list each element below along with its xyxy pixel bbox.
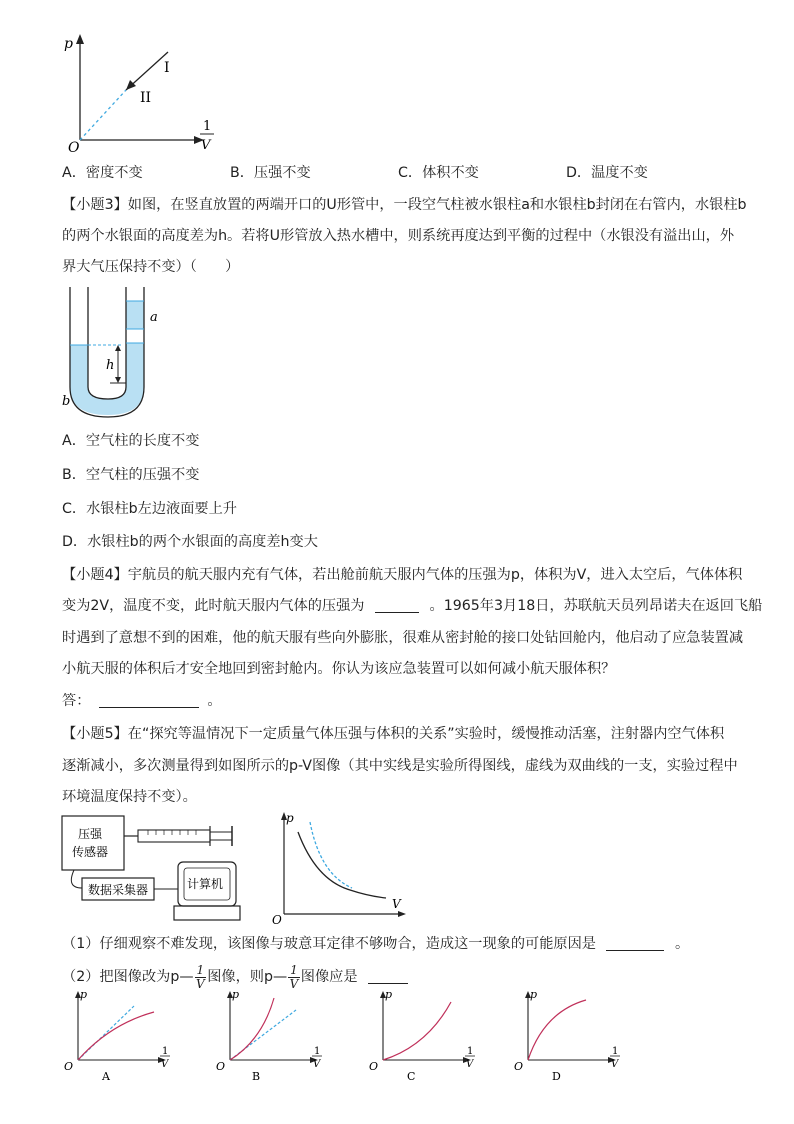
q2-label-1: I [164, 60, 170, 76]
svg-text:O: O [514, 1060, 524, 1073]
q5-stem-line2: 逐渐减小，多次测量得到如图所示的p-V图像（其中实线是实验所得图线，虚线为双曲线的一支，实验过程中 [62, 758, 738, 774]
q3-u-tube-figure [60, 285, 160, 420]
svg-text:1: 1 [314, 1046, 321, 1057]
q3-stem-line3: 界大气压保持不变）（ ） [62, 259, 240, 275]
choice-graph-b [216, 988, 322, 1083]
q4-stem-line2b: 。1965年3月18日，苏联航天员列昂诺夫在返回飞船 [429, 598, 763, 614]
svg-text:V: V [313, 1059, 321, 1070]
q2-option-d[interactable]: D．温度不变 [566, 165, 648, 181]
q5-apparatus-figure [60, 812, 250, 924]
q2-option-a[interactable]: A．密度不变 [62, 165, 143, 181]
pv-axis-x: V [392, 897, 401, 911]
choice-graph-a [64, 988, 170, 1083]
q5-stem-line3: 环境温度保持不变）。 [62, 789, 197, 805]
svg-text:p: p [232, 988, 240, 1001]
pv-axis-y: p [286, 811, 294, 825]
choice-c-label: C [407, 1070, 416, 1083]
q2-option-c[interactable]: C．体积不变 [398, 165, 479, 181]
q5-sub1-end: 。 [675, 936, 690, 952]
q4-answer-end: 。 [207, 693, 222, 709]
q4-answer-blank[interactable] [99, 693, 199, 708]
q3-fig-b: b [62, 394, 71, 409]
svg-text:V: V [161, 1059, 169, 1070]
q5-sub2-frac1: $\frac{1}{V}$ [196, 962, 205, 991]
q3-stem-line1: 【小题3】如图，在竖直放置的两端开口的U形管中，一段空气柱被水银柱a和水银柱b封闭在右管内，水银柱b [62, 197, 747, 213]
apparatus-sensor-line2: 传感器 [72, 845, 109, 859]
q3-option-a[interactable]: A．空气柱的长度不变 [62, 433, 200, 449]
q5-pv-graph [268, 808, 413, 928]
q5-sub2-text-c: 图像应是 [300, 969, 358, 985]
q5-sub1-blank[interactable] [606, 936, 664, 951]
svg-text:O: O [64, 1060, 74, 1073]
q4-stem-line3: 时遇到了意想不到的困难，他的航天服有些向外膨胀，很难从密封舱的接口处钻回舱内，他启动了应急装置减 [62, 630, 744, 646]
q2-axis-x-den: V [201, 138, 211, 153]
q3-fig-h: h [106, 358, 115, 373]
q2-label-2: II [140, 90, 152, 106]
pv-origin: O [272, 913, 282, 927]
q5-sub1 [62, 934, 689, 954]
q2-graph [60, 30, 230, 160]
choice-b-label: B [252, 1070, 261, 1083]
q5-stem-line1: 【小题5】在“探究等温情况下一定质量气体压强与体积的关系”实验时，缓慢推动活塞，注射器内空气体积 [62, 726, 725, 742]
q4-answer-label: 答： [62, 693, 91, 709]
q3-option-c[interactable]: C．水银柱b左边液面要上升 [62, 501, 237, 517]
q5-choice-graphs[interactable] [60, 988, 640, 1084]
svg-text:p: p [80, 988, 88, 1001]
q3-option-b[interactable]: B．空气柱的压强不变 [62, 467, 200, 483]
choice-d-label: D [552, 1070, 561, 1083]
choice-a-label: A [102, 1070, 110, 1083]
q5-sub2-blank[interactable] [368, 969, 408, 984]
q4-stem-line2 [62, 596, 762, 616]
apparatus-computer: 计算机 [187, 877, 224, 891]
q4-blank-pressure[interactable] [375, 598, 419, 613]
q2-option-b[interactable]: B．压强不变 [230, 165, 311, 181]
q3-stem-line2: 的两个水银面的高度差为h。若将U形管放入热水槽中，则系统再度达到平衡的过程中（水银没有溢出山，外 [62, 228, 735, 244]
svg-text:O: O [369, 1060, 379, 1073]
q4-stem-line1: 【小题4】宇航员的航天服内充有气体，若出舱前航天服内气体的压强为p，体积为V，进入太空后，气体体积 [62, 567, 743, 583]
q5-sub2-text-a: （2）把图像改为p— [62, 969, 194, 985]
svg-text:p: p [530, 988, 538, 1001]
svg-text:1: 1 [612, 1046, 619, 1057]
apparatus-sensor-line1: 压强 [78, 827, 103, 841]
q5-sub2-text-b: 图像，则p— [207, 969, 288, 985]
svg-text:V: V [466, 1059, 474, 1070]
q5-sub2-frac2: $\frac{1}{V}$ [289, 962, 299, 991]
choice-graph-c [369, 988, 475, 1083]
q2-origin: O [68, 140, 80, 156]
choice-graph-d [514, 988, 620, 1083]
q4-stem-line4: 小航天服的体积后才安全地回到密封舱内。你认为该应急装置可以如何减小航天服体积？ [62, 661, 616, 677]
q2-axis-x-num: 1 [203, 119, 212, 134]
q3-fig-a: a [150, 310, 158, 325]
svg-text:O: O [216, 1060, 226, 1073]
apparatus-collector: 数据采集器 [88, 883, 149, 897]
svg-text:1: 1 [467, 1046, 474, 1057]
svg-text:p: p [385, 988, 393, 1001]
q3-option-d[interactable]: D．水银柱b的两个水银面的高度差h变大 [62, 534, 318, 550]
q4-answer-line [62, 691, 222, 711]
svg-text:V: V [611, 1059, 619, 1070]
q5-sub1-text: （1）仔细观察不难发现，该图像与玻意耳定律不够吻合，造成这一现象的可能原因是 [62, 936, 596, 952]
q2-axis-y: p [64, 36, 73, 52]
q4-stem-line2a: 变为2V，温度不变，此时航天服内气体的压强为 [62, 598, 365, 614]
svg-text:1: 1 [162, 1046, 169, 1057]
